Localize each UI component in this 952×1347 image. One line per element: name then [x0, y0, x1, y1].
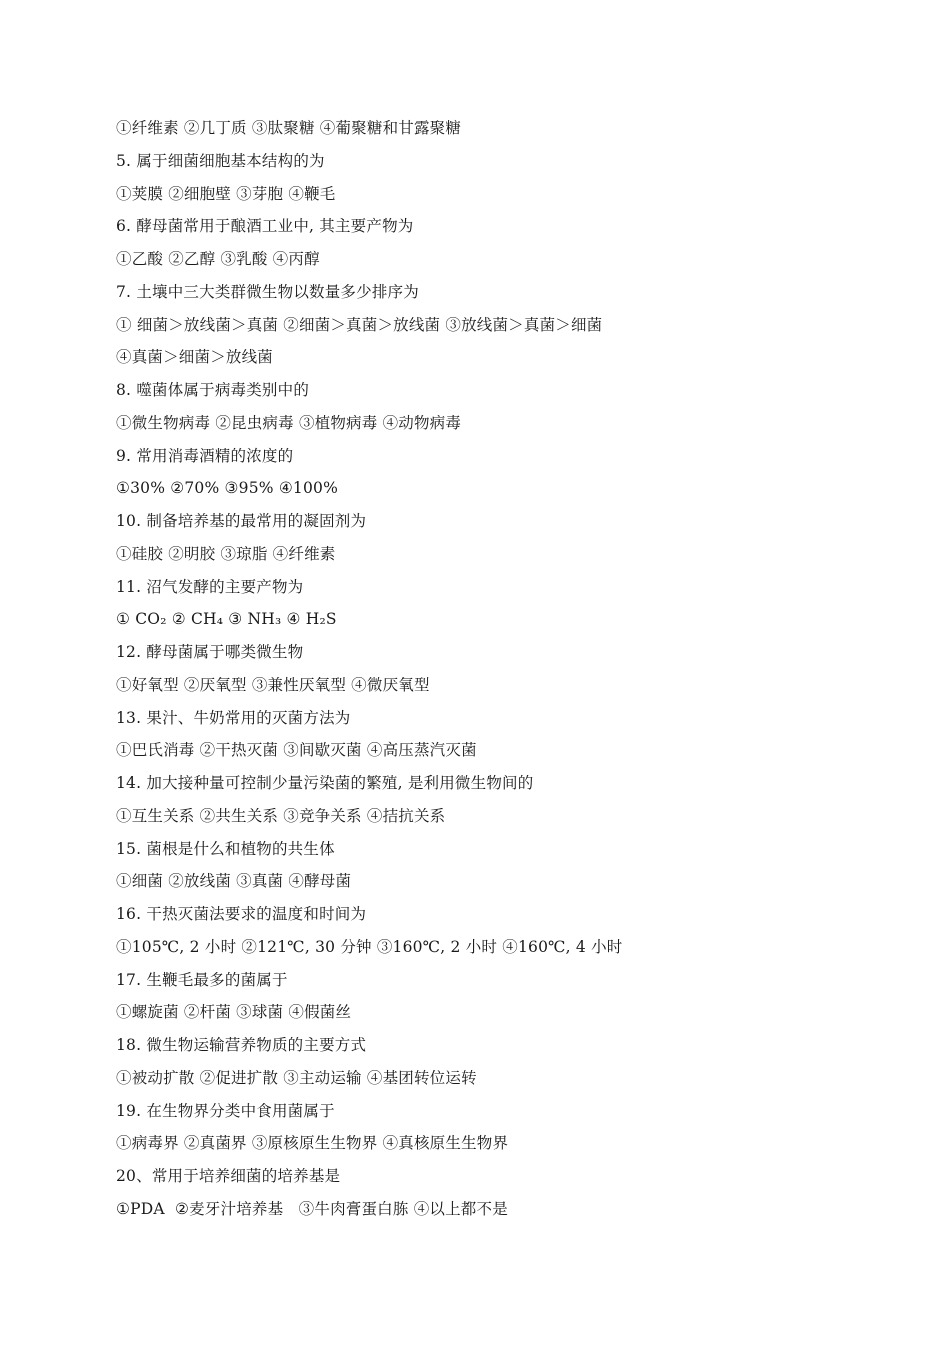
options-line: ① CO₂ ② CH₄ ③ NH₃ ④ H₂S [116, 610, 337, 629]
question-line: 13. 果汁、牛奶常用的灭菌方法为 [116, 708, 351, 727]
question-line: 9. 常用消毒酒精的浓度的 [116, 446, 294, 465]
options-line: ①微生物病毒 ②昆虫病毒 ③植物病毒 ④动物病毒 [116, 413, 462, 432]
options-line: ①好氧型 ②厌氧型 ③兼性厌氧型 ④微厌氧型 [116, 675, 430, 694]
question-line: 6. 酵母菌常用于酿酒工业中, 其主要产物为 [116, 217, 414, 236]
question-line: 10. 制备培养基的最常用的凝固剂为 [116, 512, 367, 530]
question-line: 7. 土壤中三大类群微生物以数量多少排序为 [116, 282, 419, 301]
options-line: ① 细菌＞放线菌＞真菌 ②细菌＞真菌＞放线菌 ③放线菌＞真菌＞细菌 [116, 315, 603, 334]
question-line: 17. 生鞭毛最多的菌属于 [116, 970, 288, 989]
options-line: ①105℃, 2 小时 ②121℃, 30 分钟 ③160℃, 2 小时 ④160℃, 4 小时 [116, 937, 623, 956]
options-line: ①螺旋菌 ②杆菌 ③球菌 ④假菌丝 [116, 1003, 352, 1022]
question-line: 5. 属于细菌细胞基本结构的为 [116, 151, 325, 170]
options-line: ①硅胶 ②明胶 ③琼脂 ④纤维素 [116, 544, 336, 563]
options-line: ①互生关系 ②共生关系 ③竞争关系 ④拮抗关系 [116, 806, 446, 825]
options-line: ①病毒界 ②真菌界 ③原核原生生物界 ④真核原生生物界 [116, 1134, 509, 1153]
question-line: 15. 菌根是什么和植物的共生体 [116, 839, 335, 858]
options-line: ①细菌 ②放线菌 ③真菌 ④酵母菌 [116, 872, 352, 891]
question-line: 11. 沼气发酵的主要产物为 [116, 577, 304, 596]
question-line: 20、常用于培养细菌的培养基是 [116, 1167, 341, 1185]
options-line: ①乙酸 ②乙醇 ③乳酸 ④丙醇 [116, 250, 320, 268]
question-line: 16. 干热灭菌法要求的温度和时间为 [116, 905, 367, 923]
question-line: 14. 加大接种量可控制少量污染菌的繁殖, 是利用微生物间的 [116, 774, 534, 792]
options-line: ④真菌＞细菌＞放线菌 [116, 348, 274, 367]
options-line: ①被动扩散 ②促进扩散 ③主动运输 ④基团转位运转 [116, 1068, 477, 1087]
options-line: ①荚膜 ②细胞壁 ③芽胞 ④鞭毛 [116, 184, 336, 203]
question-line: 8. 噬菌体属于病毒类别中的 [116, 381, 310, 399]
question-line: 12. 酵母菌属于哪类微生物 [116, 643, 304, 661]
options-line: ①纤维素 ②几丁质 ③肽聚糖 ④葡聚糖和甘露聚糖 [116, 119, 462, 137]
options-line: ①巴氏消毒 ②干热灭菌 ③间歇灭菌 ④高压蒸汽灭菌 [116, 741, 477, 760]
question-line: 18. 微生物运输营养物质的主要方式 [116, 1036, 367, 1054]
question-list [116, 112, 896, 1226]
options-line: ①PDA ②麦牙汁培养基 ③牛肉膏蛋白胨 ④以上都不是 [116, 1199, 508, 1218]
question-line: 19. 在生物界分类中食用菌属于 [116, 1101, 335, 1120]
options-line: ①30% ②70% ③95% ④100% [116, 479, 339, 498]
